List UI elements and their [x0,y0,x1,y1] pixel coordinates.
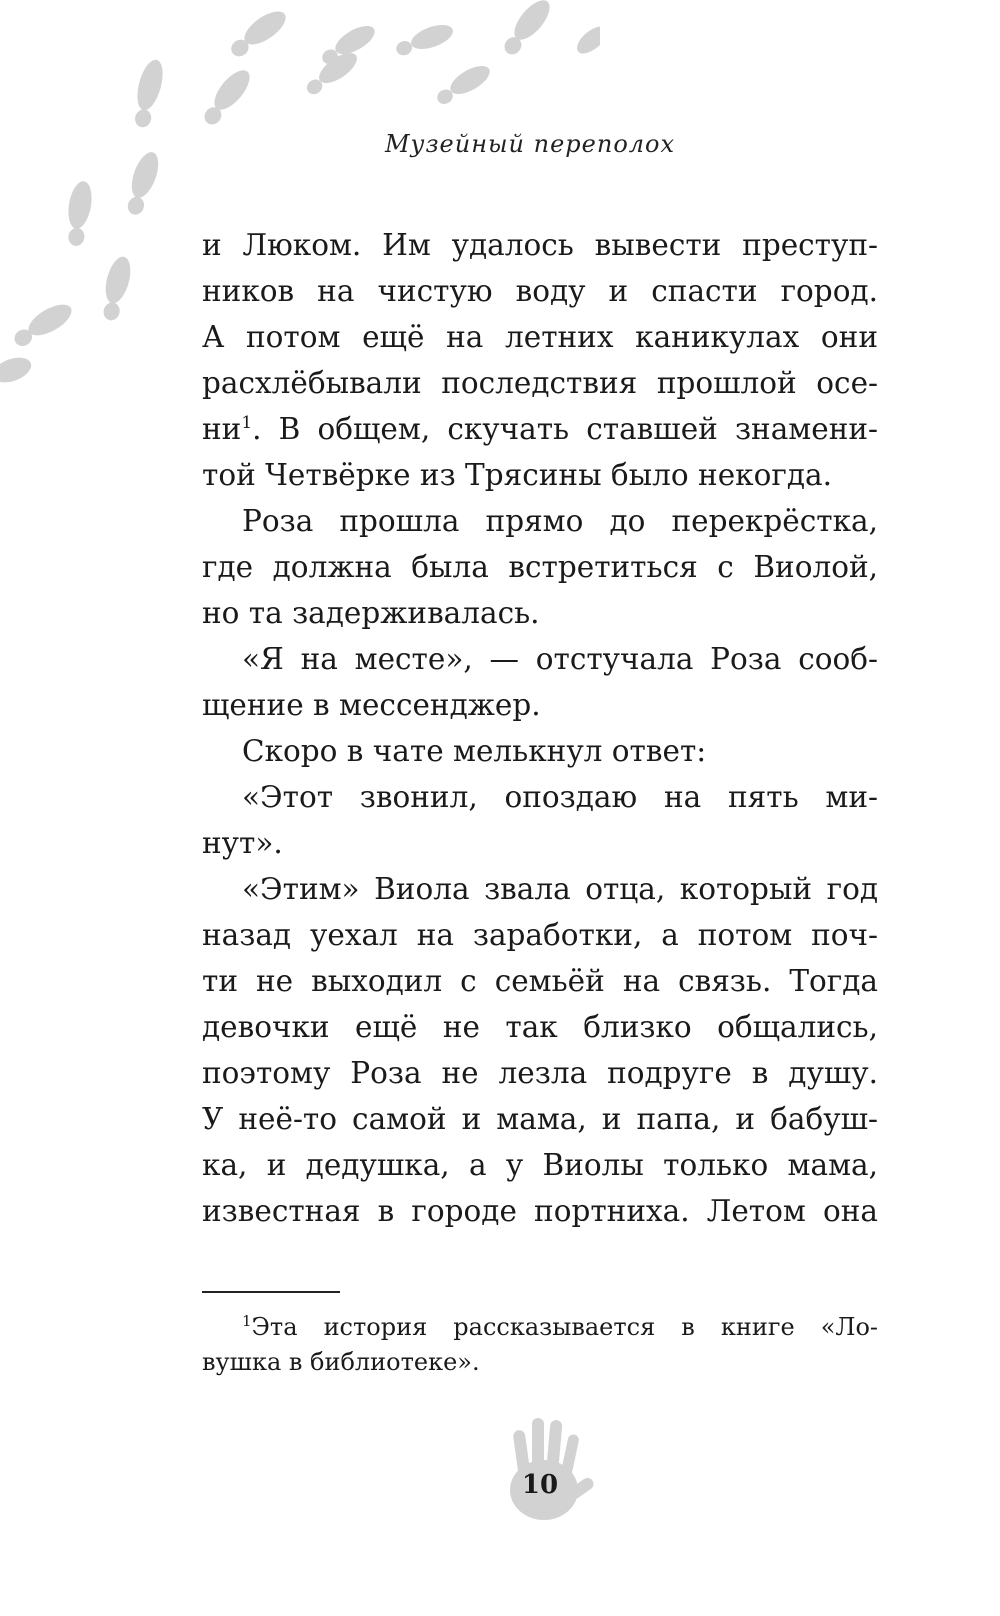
text-line: ти не выходил с семьёй на связь. Тогда [202,964,878,998]
text-line: «Я на месте», — отстучала Роза сооб- [242,642,878,676]
page-number: 10 [521,1470,559,1500]
text-fragment: . В общем, скучать ставшей знамени- [252,412,878,446]
text-line: и Люком. Им удалось вывести преступ- [202,228,878,262]
text-line: девочки ещё не так близко общались, [202,1010,878,1044]
text-line: А потом ещё на летних каникулах они [202,320,878,354]
text-line: назад уехал на заработки, а потом поч- [202,918,878,952]
text-line: Роза прошла прямо до перекрёстка, [242,504,878,538]
text-line: У неё-то самой и мама, и папа, и бабуш- [202,1102,878,1136]
text-line: поэтому Роза не лезла подруге в душу. [202,1056,878,1090]
footnote-line [202,1310,878,1345]
text-line: ка, и дедушка, а у Виолы только мама, [202,1148,878,1182]
text-fragment: ни [202,412,242,446]
text-line [202,406,878,452]
running-head: Музейный переполох [384,130,676,158]
text-line: Скоро в чате мелькнул ответ: [242,734,707,768]
footnote-divider [202,1291,340,1293]
text-line: «Этим» Виола звала отца, который год [242,872,878,906]
footnote-marker[interactable]: 1 [241,413,253,434]
text-line: но та задерживалась. [202,596,540,630]
text-line: нут». [202,826,283,860]
text-line: «Этот звонил, опоздаю на пять ми- [242,780,878,814]
body-text [202,222,878,1234]
text-fragment: Эта история рассказывается в книге «Ло- [251,1313,878,1341]
text-line: той Четвёрке из Трясины было некогда. [202,458,832,492]
footnote-line: вушка в библиотеке». [202,1348,480,1376]
footnote-number: 1 [242,1312,252,1330]
text-line: расхлёбывали последствия прошлой осе- [202,366,878,400]
text-line: известная в городе портниха. Летом она [202,1194,878,1228]
text-line: щение в мессенджер. [202,688,541,722]
text-line: где должна была встретиться с Виолой, [202,550,878,584]
text-line: ников на чистую воду и спасти город. [202,274,878,308]
footnote [202,1310,878,1380]
